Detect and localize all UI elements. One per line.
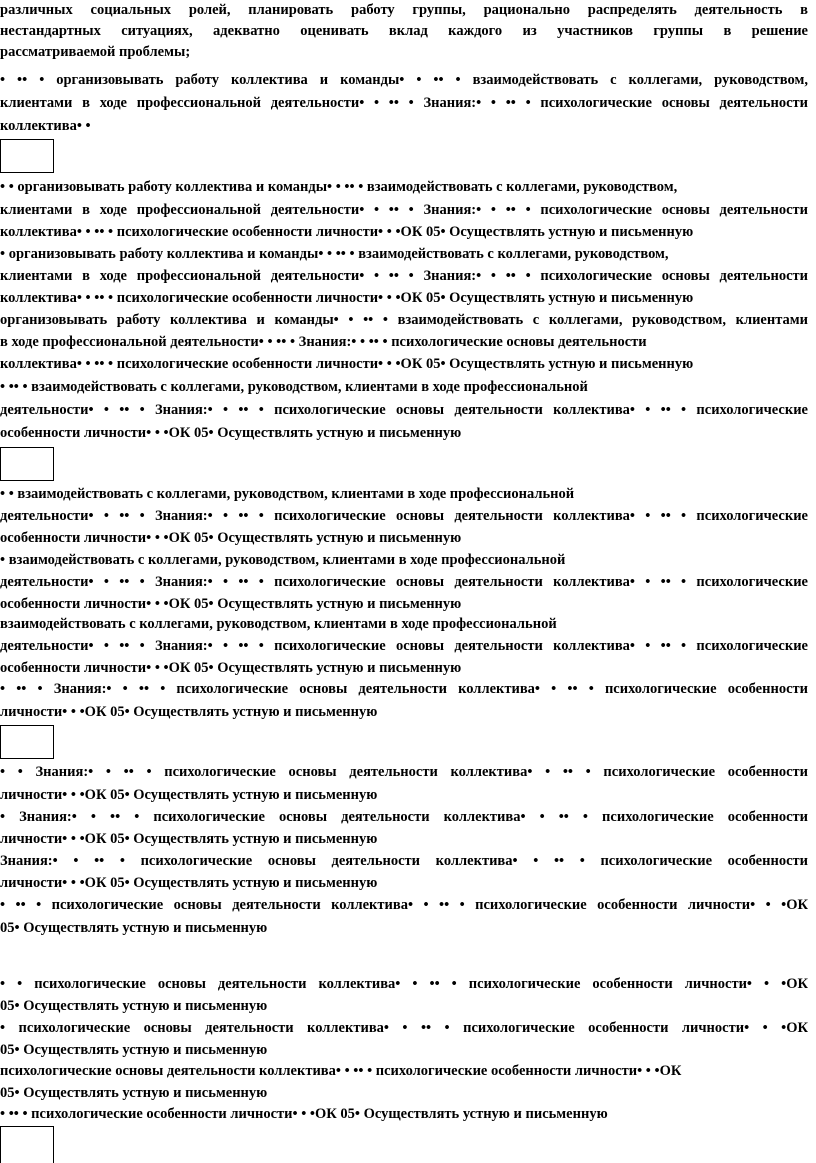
- text-line: взаимодействовать с коллегами, руководством, клиентами в ходе профессиональной: [0, 616, 557, 632]
- text-line: • психологические основы деятельности коллектива• • •• • психологические особенности личности• • •ОК: [0, 1020, 808, 1036]
- text-line: особенности личности• • •ОК 05• Осуществлять устную и письменную: [0, 596, 462, 612]
- text-line: • • организовывать работу коллектива и команды• • •• • взаимодействовать с коллегами, руководством,: [0, 179, 678, 195]
- text-line: деятельности• • •• • Знания:• • •• • психологические основы деятельности коллектива• • •• • психологические: [0, 402, 808, 418]
- text-line: особенности личности• • •ОК 05• Осуществлять устную и письменную: [0, 660, 462, 676]
- text-line: коллектива• • •• • психологические особенности личности• • •ОК 05• Осуществлять устную и письменную: [0, 290, 694, 306]
- text-line: коллектива• • •• • психологические особенности личности• • •ОК 05• Осуществлять устную и письменную: [0, 224, 694, 240]
- text-line: особенности личности• • •ОК 05• Осуществлять устную и письменную: [0, 530, 462, 546]
- text-line: • • Знания:• • •• • психологические основы деятельности коллектива• • •• • психологические особенности: [0, 764, 808, 780]
- text-line: личности• • •ОК 05• Осуществлять устную и письменную: [0, 787, 378, 803]
- text-line: психологические основы деятельности коллектива• • •• • психологические особенности личности• • •ОК: [0, 1063, 682, 1079]
- text-line: • •• • психологические основы деятельности коллектива• • •• • психологические особенности личности• • •ОК: [0, 897, 808, 913]
- empty-frame: [0, 725, 54, 759]
- text-line: личности• • •ОК 05• Осуществлять устную и письменную: [0, 875, 378, 891]
- text-line: • взаимодействовать с коллегами, руководством, клиентами в ходе профессиональной: [0, 552, 566, 568]
- text-line: • • психологические основы деятельности коллектива• • •• • психологические особенности личности• • •ОК: [0, 976, 808, 992]
- text-line: в ходе профессиональной деятельности• • •• • Знания:• • •• • психологические основы деятельности: [0, 334, 647, 350]
- text-line: • •• • взаимодействовать с коллегами, руководством, клиентами в ходе профессиональной: [0, 379, 588, 395]
- text-line: 05• Осуществлять устную и письменную: [0, 1042, 268, 1058]
- text-line: • организовывать работу коллектива и команды• • •• • взаимодействовать с коллегами, руководством,: [0, 246, 669, 262]
- text-line: организовывать работу коллектива и команды• • •• • взаимодействовать с коллегами, руководством, клиентами: [0, 312, 808, 328]
- text-line: • Знания:• • •• • психологические основы деятельности коллектива• • •• • психологические особенности: [0, 809, 808, 825]
- text-line: личности• • •ОК 05• Осуществлять устную и письменную: [0, 704, 378, 720]
- text-line: • • взаимодействовать с коллегами, руководством, клиентами в ходе профессиональной: [0, 486, 575, 502]
- text-line: 05• Осуществлять устную и письменную: [0, 998, 268, 1014]
- text-line: различных социальных ролей, планировать работу группы, рационально распределять деятельность в: [0, 2, 808, 18]
- text-line: коллектива• • •• • психологические особенности личности• • •ОК 05• Осуществлять устную и письменную: [0, 356, 694, 372]
- text-line: личности• • •ОК 05• Осуществлять устную и письменную: [0, 831, 378, 847]
- text-line: нестандартных ситуациях, адекватно оценивать вклад каждого из участников группы в решение: [0, 23, 808, 39]
- text-line: Знания:• • •• • психологические основы деятельности коллектива• • •• • психологические особенности: [0, 853, 808, 869]
- empty-frame: [0, 1126, 54, 1163]
- text-line: 05• Осуществлять устную и письменную: [0, 1085, 268, 1101]
- text-line: клиентами в ходе профессиональной деятельности• • •• • Знания:• • •• • психологические основы деятельности: [0, 202, 808, 218]
- text-line: рассматриваемой проблемы;: [0, 44, 191, 60]
- empty-frame: [0, 139, 54, 173]
- text-line: деятельности• • •• • Знания:• • •• • психологические основы деятельности коллектива• • •• • психологические: [0, 574, 808, 590]
- text-line: клиентами в ходе профессиональной деятельности• • •• • Знания:• • •• • психологические основы деятельности: [0, 95, 808, 111]
- text-line: • •• • организовывать работу коллектива и команды• • •• • взаимодействовать с коллегами, руководством,: [0, 72, 808, 88]
- empty-frame: [0, 447, 54, 481]
- text-line: 05• Осуществлять устную и письменную: [0, 920, 268, 936]
- text-line: деятельности• • •• • Знания:• • •• • психологические основы деятельности коллектива• • •• • психологические: [0, 638, 808, 654]
- text-line: клиентами в ходе профессиональной деятельности• • •• • Знания:• • •• • психологические основы деятельности: [0, 268, 808, 284]
- text-line: деятельности• • •• • Знания:• • •• • психологические основы деятельности коллектива• • •• • психологические: [0, 508, 808, 524]
- text-line: • •• • Знания:• • •• • психологические основы деятельности коллектива• • •• • психологические особенности: [0, 681, 808, 697]
- text-line: особенности личности• • •ОК 05• Осуществлять устную и письменную: [0, 425, 462, 441]
- text-line: • •• • психологические особенности личности• • •ОК 05• Осуществлять устную и письменную: [0, 1106, 608, 1122]
- text-line: коллектива• •: [0, 118, 91, 134]
